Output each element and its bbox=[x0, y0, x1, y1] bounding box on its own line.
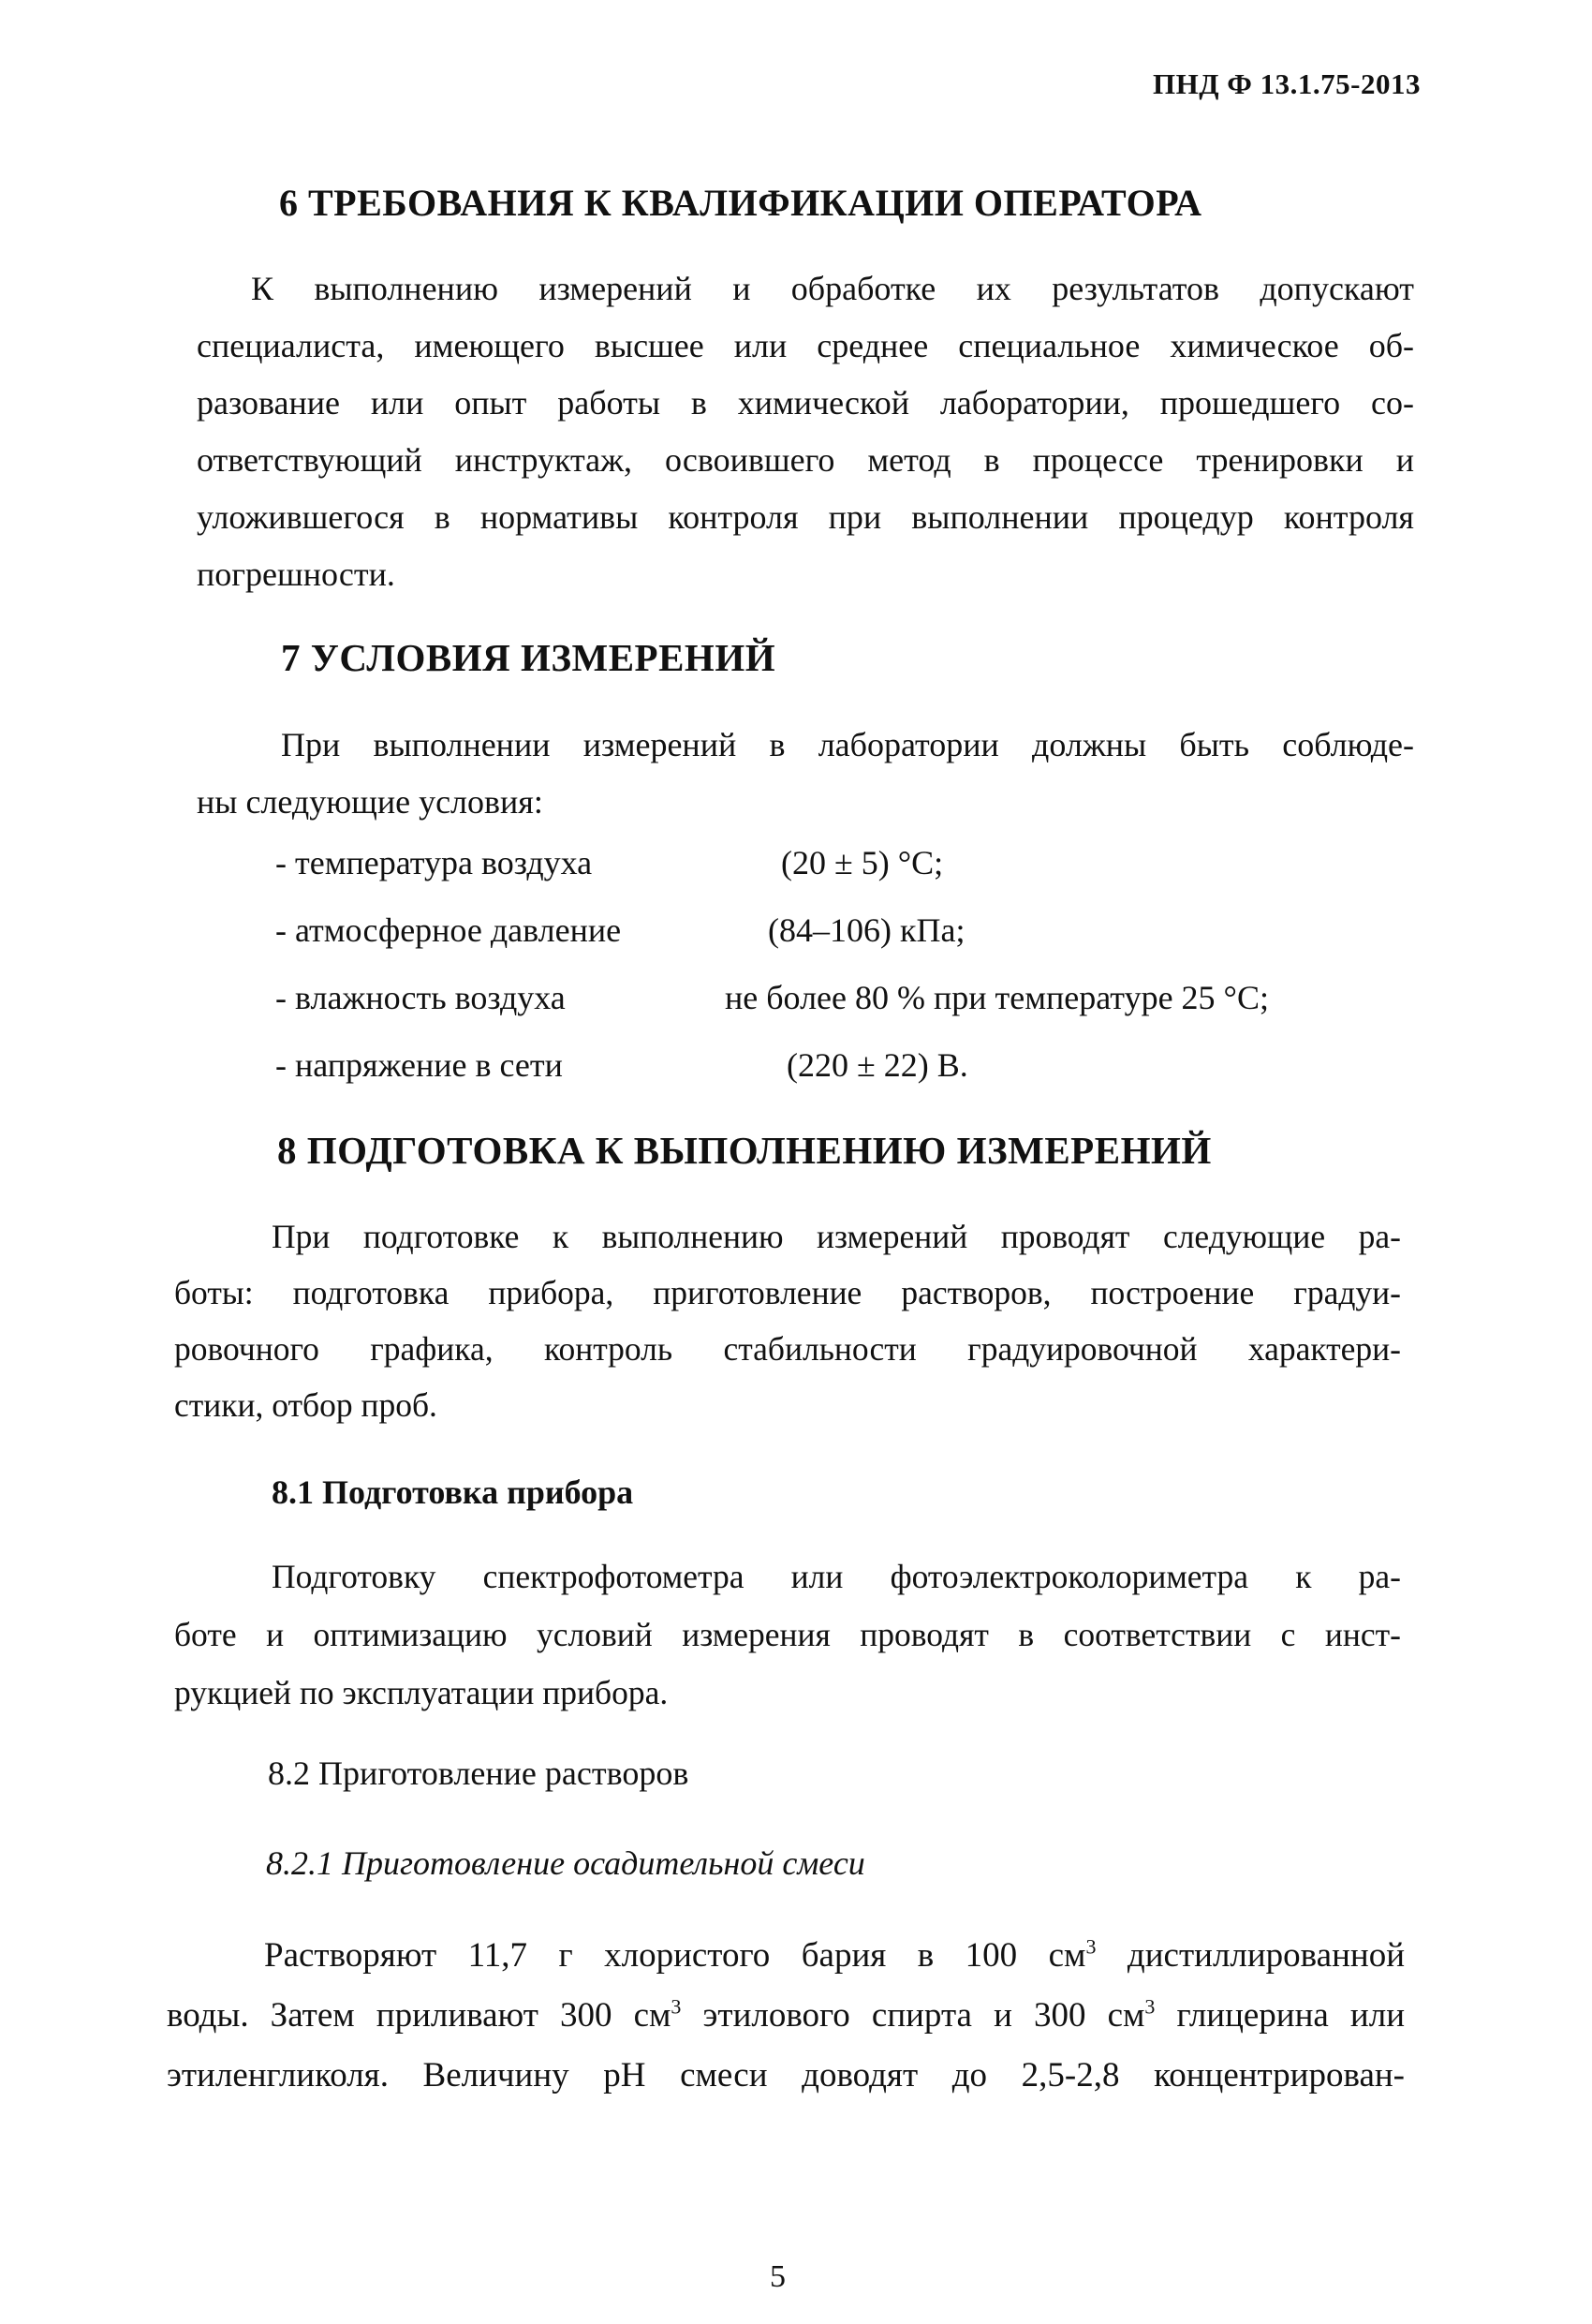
superscript: 3 bbox=[1085, 1934, 1097, 1959]
paragraph-line: ны следующие условия: bbox=[197, 783, 543, 821]
text-run: дистиллированной bbox=[1096, 1936, 1405, 1975]
section-6-paragraph bbox=[197, 260, 1414, 603]
paragraph-line: боты: подготовка прибора, приготовление растворов, построение градуи- bbox=[174, 1274, 1401, 1311]
text-run: воды. Затем приливают 300 см bbox=[167, 1996, 671, 2035]
section-7-heading: 7 УСЛОВИЯ ИЗМЕРЕНИЙ bbox=[281, 636, 776, 679]
text-run: этилового спирта и 300 см bbox=[681, 1996, 1145, 2035]
condition-value: (220 ± 22) В. bbox=[787, 1046, 968, 1084]
paragraph-line: погрешности. bbox=[197, 555, 395, 593]
section-6-heading: 6 ТРЕБОВАНИЯ К КВАЛИФИКАЦИИ ОПЕРАТОРА bbox=[279, 182, 1202, 224]
paragraph-line: этиленгликоля. Величину рН смеси доводят до 2,5-2,8 концентрирован- bbox=[167, 2056, 1405, 2095]
paragraph-line bbox=[167, 1986, 1405, 2046]
paragraph-line: При подготовке к выполнению измерений проводят следующие ра- bbox=[272, 1218, 1401, 1255]
text-run: глицерина или bbox=[1155, 1996, 1405, 2035]
paragraph-line: специалиста, имеющего высшее или среднее специальное химическое об- bbox=[197, 327, 1414, 364]
paragraph-line: Подготовку спектрофотометра или фотоэлектроколориметра к ра- bbox=[272, 1558, 1401, 1595]
section-8-paragraph bbox=[174, 1208, 1401, 1433]
section-7-paragraph bbox=[197, 717, 1414, 831]
paragraph-line: При выполнении измерений в лаборатории должны быть соблюде- bbox=[281, 726, 1414, 763]
section-8-2-heading: 8.2 Приготовление растворов bbox=[268, 1754, 689, 1792]
document-code: ПНД Ф 13.1.75-2013 bbox=[1152, 67, 1421, 100]
condition-label: - температура воздуха bbox=[275, 844, 593, 881]
superscript: 3 bbox=[1144, 1994, 1156, 2019]
paragraph-line: боте и оптимизацию условий измерения проводят в соответствии с инст- bbox=[174, 1616, 1401, 1653]
paragraph-line: рукцией по эксплуатации прибора. bbox=[174, 1674, 669, 1711]
condition-label: - влажность воздуха bbox=[275, 979, 566, 1016]
page-number: 5 bbox=[770, 2259, 786, 2294]
section-8-1-paragraph bbox=[174, 1547, 1401, 1722]
section-8-2-1-heading: 8.2.1 Приготовление осадительной смеси bbox=[266, 1844, 865, 1882]
condition-value: не более 80 % при температуре 25 °С; bbox=[725, 979, 1269, 1016]
paragraph-line: стики, отбор проб. bbox=[174, 1386, 437, 1424]
paragraph-line bbox=[167, 1926, 1405, 1986]
paragraph-line: разование или опыт работы в химической лаборатории, прошедшего со- bbox=[197, 384, 1414, 422]
condition-value: (20 ± 5) °С; bbox=[781, 844, 944, 881]
paragraph-line: К выполнению измерений и обработке их результатов допускают bbox=[251, 270, 1414, 307]
superscript: 3 bbox=[671, 1994, 682, 2019]
condition-label: - атмосферное давление bbox=[275, 911, 622, 949]
text-run: Растворяют 11,7 г хлористого бария в 100 см bbox=[264, 1936, 1086, 1975]
section-8-1-heading: 8.1 Подготовка прибора bbox=[272, 1473, 634, 1511]
paragraph-line: ответствующий инструктаж, освоившего метод в процессе тренировки и bbox=[197, 441, 1414, 479]
condition-value: (84–106) кПа; bbox=[768, 911, 966, 949]
section-8-2-1-paragraph bbox=[167, 1926, 1405, 2106]
section-8-heading: 8 ПОДГОТОВКА К ВЫПОЛНЕНИЮ ИЗМЕРЕНИЙ bbox=[277, 1129, 1212, 1172]
condition-label: - напряжение в сети bbox=[275, 1046, 563, 1084]
paragraph-line: уложившегося в нормативы контроля при выполнении процедур контроля bbox=[197, 498, 1414, 536]
paragraph-line: ровочного графика, контроль стабильности градуировочной характери- bbox=[174, 1330, 1401, 1368]
